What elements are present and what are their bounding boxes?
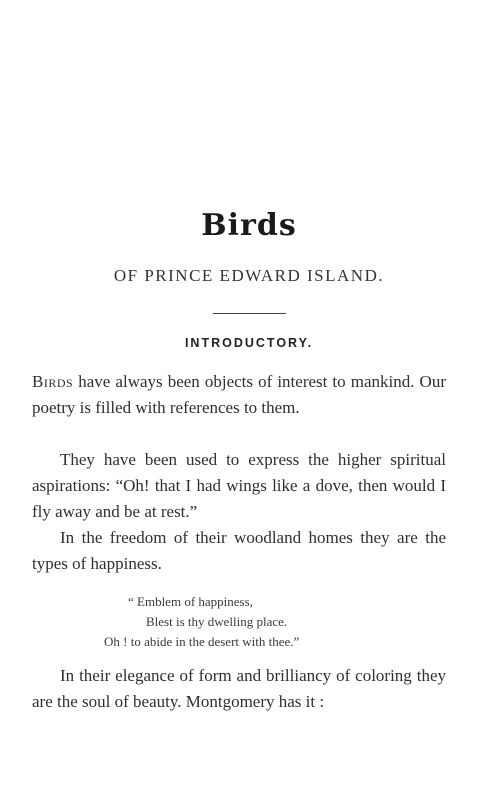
- poem-line-3: Oh ! to abide in the desert with thee.”: [104, 634, 300, 649]
- paragraph-2: They have been used to express the higher spiritual aspirations: “Oh! that I had wings like a dove, then would I fly away and be at rest.”: [32, 450, 446, 521]
- page-title: Birds: [201, 208, 297, 243]
- poem-line-1: “ Emblem of happiness,: [128, 594, 253, 609]
- paragraph-1: [32, 369, 446, 421]
- title-divider: [213, 313, 286, 314]
- paragraph-1-lead: Birds: [32, 372, 74, 391]
- section-heading: INTRODUCTORY.: [184, 336, 314, 350]
- paragraph-3: In the freedom of their woodland homes they are the types of happiness.: [32, 528, 446, 573]
- paragraph-4: In their elegance of form and brilliancy of coloring they are the soul of beauty. Montgomery has it :: [32, 666, 446, 711]
- page-subtitle: OF PRINCE EDWARD ISLAND.: [113, 266, 385, 285]
- poem-quote: [0, 592, 498, 654]
- poem-line-2: Blest is thy dwelling place.: [146, 614, 288, 629]
- paragraph-1-text: have always been objects of interest to mankind. Our poetry is filled with references to them.: [32, 372, 446, 417]
